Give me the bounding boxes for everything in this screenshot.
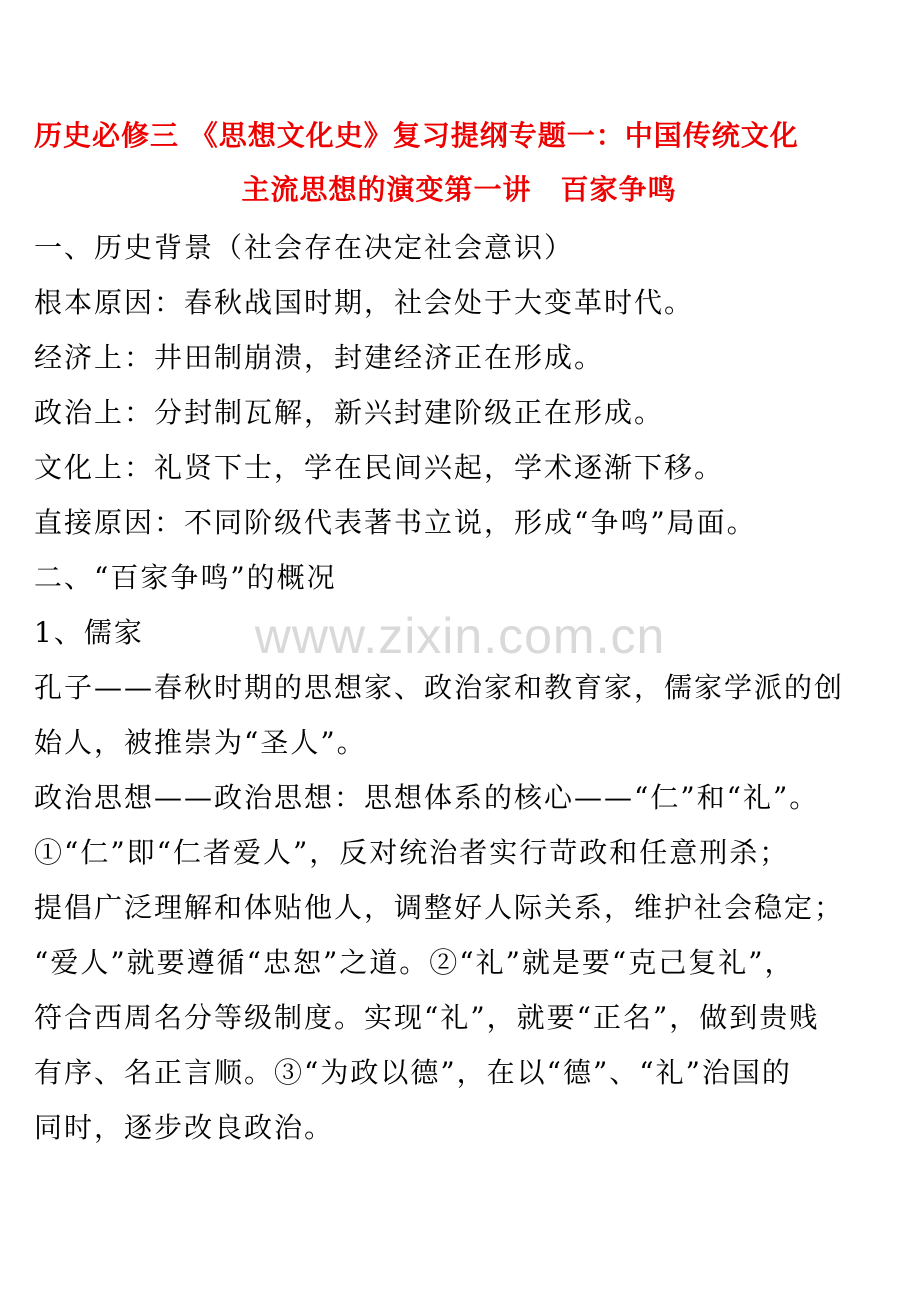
watermark: www.zixin.com.cn [254,608,666,664]
paragraph-culture: 文化上：礼贤下士，学在民间兴起，学术逐渐下移。 [34,451,725,484]
paragraph-political-thought-line-5: 符合西周名分等级制度。实现“礼”，就要“正名”，做到贵贱 [34,1001,820,1034]
paragraph-confucius-line-1: 孔子——春秋时期的思想家、政治家和教育家，儒家学派的创 [34,671,845,704]
paragraph-economy: 经济上：井田制崩溃，封建经济正在形成。 [34,341,605,374]
paragraph-political-thought-line-4: “爱人”就要遵循“忠恕”之道。②“礼”就是要“克己复礼”， [34,946,795,979]
paragraph-political-thought-line-2: ①“仁”即“仁者爱人”，反对统治者实行苛政和任意刑杀； [34,836,790,869]
title-line-1: 历史必修三 《思想文化史》复习提纲专题一：中国传统文化 [34,119,799,152]
paragraph-political-thought-line-3: 提倡广泛理解和体贴他人，调整好人际关系，维护社会稳定； [34,891,845,924]
paragraph-politics: 政治上：分封制瓦解，新兴封建阶级正在形成。 [34,396,665,429]
paragraph-confucius-line-2: 始人，被推崇为“圣人”。 [34,726,367,759]
paragraph-root-cause: 根本原因：春秋战国时期，社会处于大变革时代。 [34,286,695,319]
paragraph-direct-cause: 直接原因：不同阶级代表著书立说，形成“争鸣”局面。 [34,506,757,539]
title-line-2: 主流思想的演变第一讲 百家争鸣 [241,173,677,206]
paragraph-political-thought-line-6: 有序、名正言顺。③“为政以德”，在以“德”、“礼”治国的 [34,1056,792,1089]
paragraph-political-thought-line-7: 同时，逐步改良政治。 [34,1111,335,1144]
paragraph-political-thought-line-1: 政治思想——政治思想：思想体系的核心——“仁”和“礼”。 [34,781,820,814]
section-heading-background: 一、历史背景（社会存在决定社会意识） [34,231,575,264]
subsection-heading-confucianism: 1、儒家 [34,616,144,649]
section-heading-overview: 二、“百家争鸣”的概况 [34,561,337,594]
